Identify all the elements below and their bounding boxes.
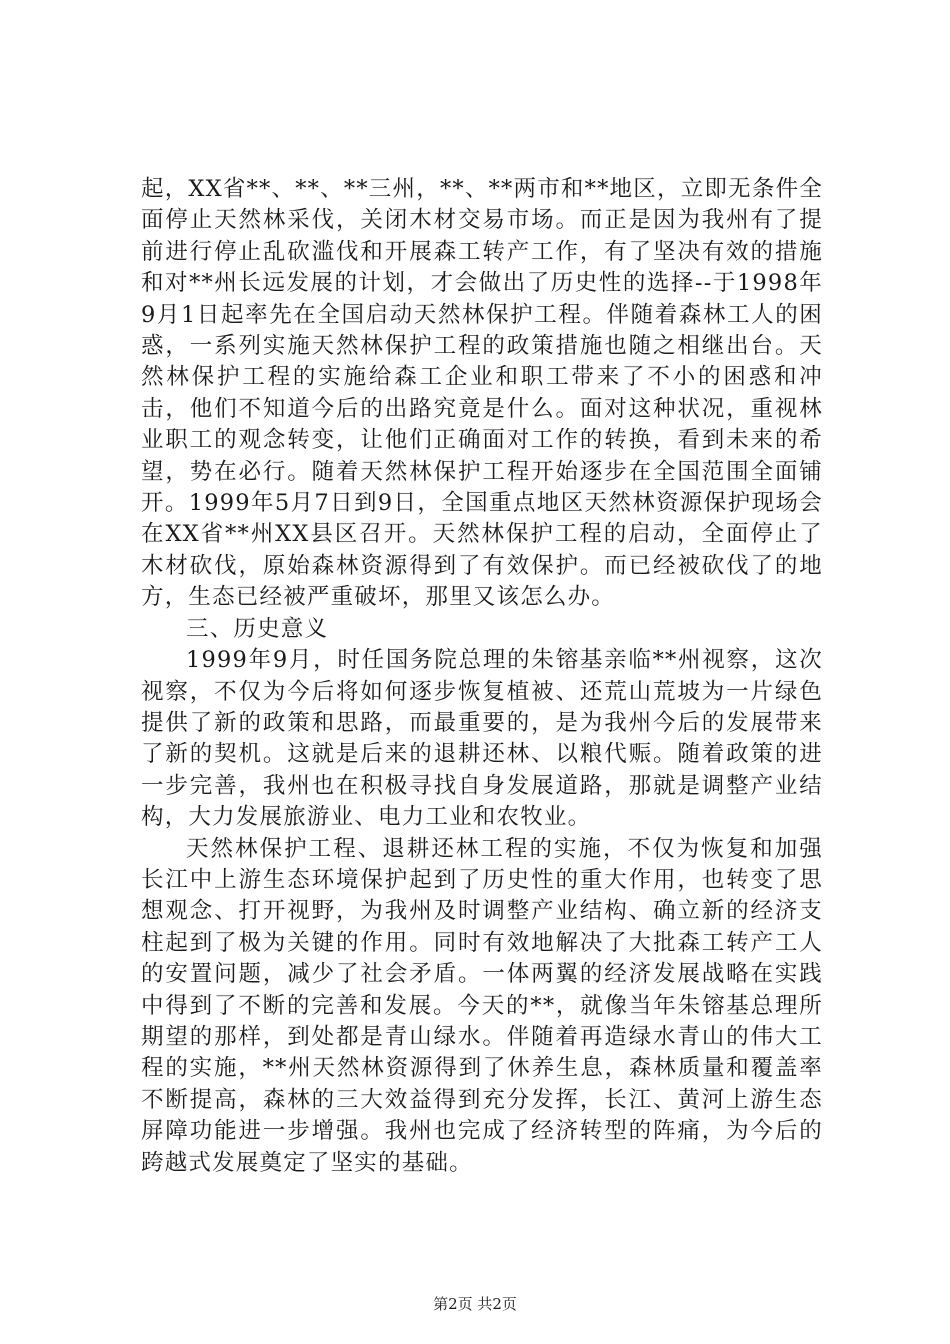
paragraph-continuation: 起，XX省**、**、**三州，**、**两市和**地区，立即无条件全面停止天然林采伐，关闭木材交易市场。而正是因为我州有了提前进行停止乱砍滥伐和开展森工转产工作，有了坚决有效的措施和对**州长远发展的计划，才会做出了历史性的选择--于1998年9月1日起率先在全国启动天然林保护工程。伴随着森林工人的困惑，一系列实施天然林保护工程的政策措施也随之相继出台。天然林保护工程的实施给森工企业和职工带来了不小的困惑和冲击，他们不知道今后的出路究竟是什么。面对这种状况，重视林业职工的观念转变，让他们正确面对工作的转换，看到未来的希望，势在必行。随着天然林保护工程开始逐步在全国范围全面铺开。1999年5月7日到9日，全国重点地区天然林资源保护现场会在XX省**州XX县区召开。天然林保护工程的启动，全面停止了木材砍伐，原始森林资源得到了有效保护。而已经被砍伐了的地方，生态已经被严重破坏，那里又该怎么办。	[141, 176, 823, 611]
section-heading-historical-significance: 三、历史意义	[186, 615, 329, 642]
page-footer-number: 第2页 共2页	[433, 1295, 517, 1313]
paragraph-project-impact: 天然林保护工程、退耕还林工程的实施，不仅为恢复和加强长江中上游生态环境保护起到了历史性的重大作用，也转变了思想观念、打开视野，为我州及时调整产业结构、确立新的经济支柱起到了极为关键的作用。同时有效地解决了大批森工转产工人的安置问题，减少了社会矛盾。一体两翼的经济发展战略在实践中得到了不断的完善和发展。今天的**，就像当年朱镕基总理所期望的那样，到处都是青山绿水。伴随着再造绿水青山的伟大工程的实施，**州天然林资源得到了休养生息，森林质量和覆盖率不断提高，森林的三大效益得到充分发挥，长江、黄河上游生态屏障功能进一步增强。我州也完成了经济转型的阵痛，为今后的跨越式发展奠定了坚实的基础。	[141, 835, 823, 1176]
paragraph-premier-visit: 1999年9月，时任国务院总理的朱镕基亲临**州视察，这次视察，不仅为今后将如何逐步恢复植被、还荒山荒坡为一片绿色提供了新的政策和思路，而最重要的，是为我州今后的发展带来了新的契机。这就是后来的退耕还林、以粮代赈。随着政策的进一步完善，我州也在积极寻找自身发展道路，那就是调整产业结构，大力发展旅游业、电力工业和农牧业。	[141, 647, 823, 831]
document-body	[141, 174, 823, 1179]
